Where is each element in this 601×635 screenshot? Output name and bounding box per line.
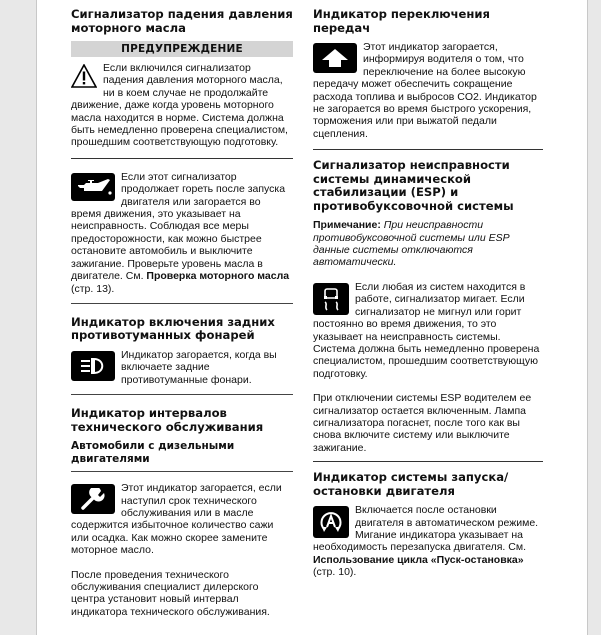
note-label: Примечание:	[313, 219, 381, 232]
rear-fog-section	[71, 316, 293, 386]
right-column	[313, 8, 543, 579]
start-stop-body-text: Включается после остановки двигателя в автоматическом режиме. Мигание индикатора указывает на необходимость перезапуска двигателя. См. Использование цикла «Пуск-остановка» (стр. 10).	[313, 504, 539, 579]
oil-pressure-section	[71, 8, 293, 295]
rear-fog-text: Индикатор загорается, когда вы включаете задние противотуманные фонари.	[71, 349, 293, 386]
divider	[313, 461, 543, 462]
esp-body-text: Если любая из систем находится в работе, сигнализатор мигает. Если сигнализатор не мигнул или горит постоянно во время движения, то это указывает на неисправность системы. Система должна быть немедленно проверена специалистом, прошедшим соответствующую подготовку.	[313, 280, 540, 380]
service-interval-section	[71, 407, 293, 618]
rear-fog-title: Индикатор включения задних противотуманных фонарей	[71, 314, 275, 343]
service-body-text: Этот индикатор загорается, если наступил срок технического обслуживания или в масле содержится избыточное количество сажи или осадка. Как можно скорее замените моторное масло.	[71, 482, 282, 557]
oil-can-icon	[71, 173, 115, 201]
divider	[71, 471, 293, 472]
service-subtitle: Автомобили с дизельными двигателями	[71, 440, 235, 465]
esp-note: Примечание: При неисправности противобуксовочной системы или ESP данные системы отключаются автоматически.	[313, 219, 510, 269]
start-stop-section	[313, 471, 543, 578]
oil-body-text: Если этот сигнализатор продолжает гореть после запуска двигателя или загорается во время движения, это указывает на неисправность. Соблюдая все меры предосторожности, как можно быстрее остановите автомобиль и выключите зажигание. Проверьте уровень масла в двигателе. См. Проверка моторного масла (стр. 13).	[71, 170, 290, 295]
shift-body-text: Этот индикатор загорается, информируя водителя о том, что переключение на более высокую передачу может обеспечить сокращение расхода топлива и выбросов CO2. Индикатор не загорается во время быстрого ускорения, торможения или при выжатой педали сцепления.	[313, 41, 537, 140]
esp-title: Сигнализатор неисправности системы динамической стабилизации (ESP) и противобуксовочной системы	[313, 158, 514, 213]
shift-up-arrow-icon	[313, 43, 357, 73]
start-stop-link[interactable]: Использование цикла «Пуск-остановка»	[313, 553, 524, 566]
skidding-car-icon	[313, 283, 349, 315]
auto-start-stop-icon	[313, 506, 349, 538]
divider	[313, 149, 543, 150]
start-stop-title: Индикатор системы запуска/остановки двигателя	[313, 470, 509, 498]
manual-page	[36, 0, 588, 635]
oil-check-link[interactable]: Проверка моторного масла	[146, 270, 290, 283]
oil-pressure-title: Сигнализатор падения давления моторного масла	[71, 7, 293, 35]
shift-title: Индикатор переключения передач	[313, 7, 490, 35]
service-body-text-2: После проведения технического обслуживания специалист дилерского центра установит новый интервал индикатора технического обслуживания.	[71, 568, 270, 618]
divider	[71, 303, 293, 304]
rear-fog-lamp-icon	[71, 351, 115, 381]
warning-label: ПРЕДУПРЕЖДЕНИЕ	[71, 41, 293, 57]
wrench-icon	[71, 484, 115, 514]
service-title: Индикатор интервалов технического обслуживания	[71, 406, 264, 434]
oil-warning-text: Если включился сигнализатор падения давления моторного масла, ни в коем случае не продолжайте движение, даже когда уровень моторного масла находится в норме. Система должна быть немедленно проверена специалистом, прошедшим соответствующую подготовку.	[71, 62, 288, 149]
shift-indicator-section	[313, 8, 543, 140]
divider	[71, 158, 293, 159]
left-column	[71, 8, 293, 618]
esp-section	[313, 159, 543, 454]
warning-triangle-icon	[71, 64, 97, 88]
divider	[71, 394, 293, 395]
esp-body-text-2: При отключении системы ESP водителем ее сигнализатор остается включенным. Лампа сигнализатора погаснет, после того как вы снова включите систему или выключите зажигание.	[313, 392, 532, 454]
